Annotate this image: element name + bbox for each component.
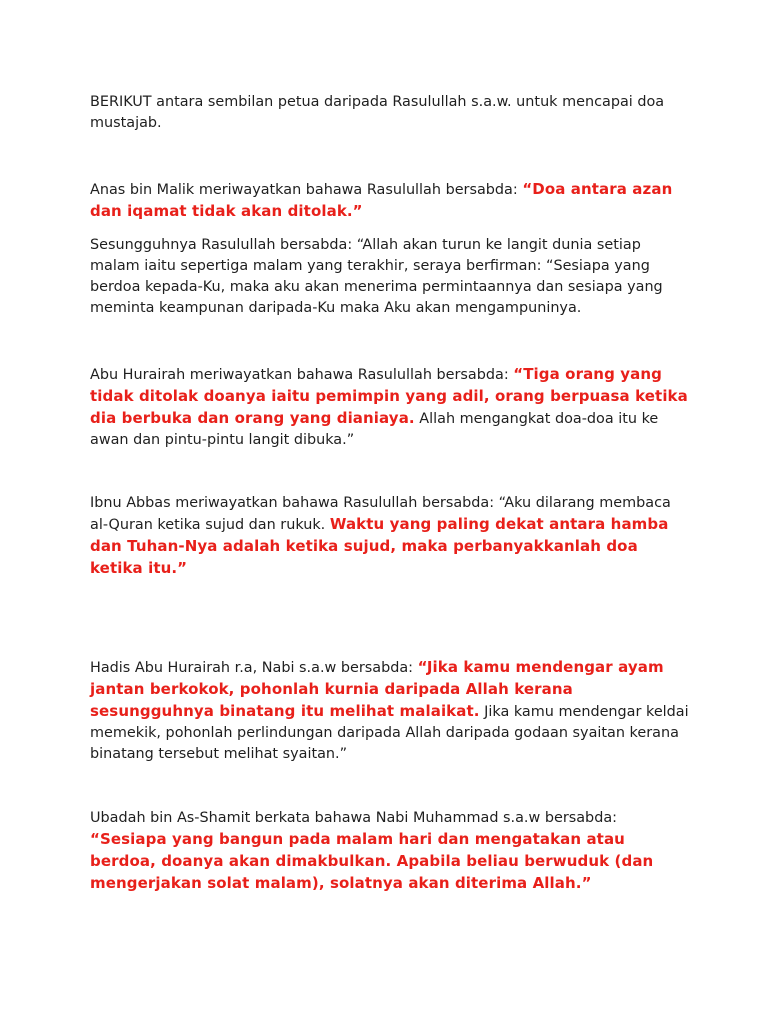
highlighted-quote: “Doa antara azan dan iqamat tidak akan ditolak.” [90, 180, 673, 220]
paragraph-text: Sesungguhnya Rasulullah bersabda: “Allah akan turun ke langit dunia setiap malam iaitu sepertiga malam yang terakhir, seraya berfirman: “Sesiapa yang berdoa kepada-Ku, maka aku akan menerima permintaannya dan sesiapa yang meminta keampunan daripada-Ku maka Aku akan mengampuninya. [90, 237, 663, 316]
paragraph-text: BERIKUT antara sembilan petua daripada Rasulullah s.a.w. untuk mencapai doa mustajab. [90, 94, 665, 131]
hadith-paragraph-sepertiga-malam [90, 235, 690, 319]
intro-paragraph [90, 92, 690, 134]
highlighted-quote: Waktu yang paling dekat antara hamba dan Tuhan-Nya adalah ketika sujud, maka perbanyakkanlah doa ketika itu.” [90, 515, 669, 577]
hadith-paragraph-ayam-jantan [90, 657, 690, 765]
highlighted-quote: “Jika kamu mendengar ayam jantan berkokok, pohonlah kurnia daripada Allah kerana sesungguhnya binatang itu melihat malaikat. [90, 658, 664, 720]
paragraph-text: Hadis Abu Hurairah r.a, Nabi s.a.w bersabda: [90, 660, 418, 676]
hadith-paragraph-ibnu-abbas [90, 493, 690, 580]
paragraph-text-after: Allah mengangkat doa-doa itu ke awan dan pintu-pintu langit dibuka.” [90, 411, 659, 448]
hadith-paragraph-ubadah [90, 808, 690, 895]
paragraph-text: Anas bin Malik meriwayatkan bahawa Rasulullah bersabda: [90, 182, 523, 198]
highlighted-quote: “Sesiapa yang bangun pada malam hari dan mengatakan atau berdoa, doanya akan dimakbulkan. Apabila beliau berwuduk (dan mengerjakan solat malam), solatnya akan diterima Allah.” [90, 830, 654, 892]
hadith-paragraph-abu-hurairah [90, 364, 690, 451]
paragraph-text-after: Jika kamu mendengar keldai memekik, pohonlah perlindungan daripada Allah daripada godaan syaitan kerana binatang tersebut melihat syaitan.” [90, 704, 689, 762]
paragraph-text: Abu Hurairah meriwayatkan bahawa Rasulullah bersabda: [90, 367, 514, 383]
hadith-paragraph-anas [90, 179, 690, 223]
paragraph-text: Ibnu Abbas meriwayatkan bahawa Rasulullah bersabda: “Aku dilarang membaca al-Quran ketika sujud dan rukuk. [90, 495, 671, 533]
highlighted-quote: “Tiga orang yang tidak ditolak doanya iaitu pemimpin yang adil, orang berpuasa ketika dia berbuka dan orang yang dianiaya. [90, 365, 688, 427]
paragraph-text: Ubadah bin As-Shamit berkata bahawa Nabi Muhammad s.a.w bersabda: [90, 810, 617, 826]
